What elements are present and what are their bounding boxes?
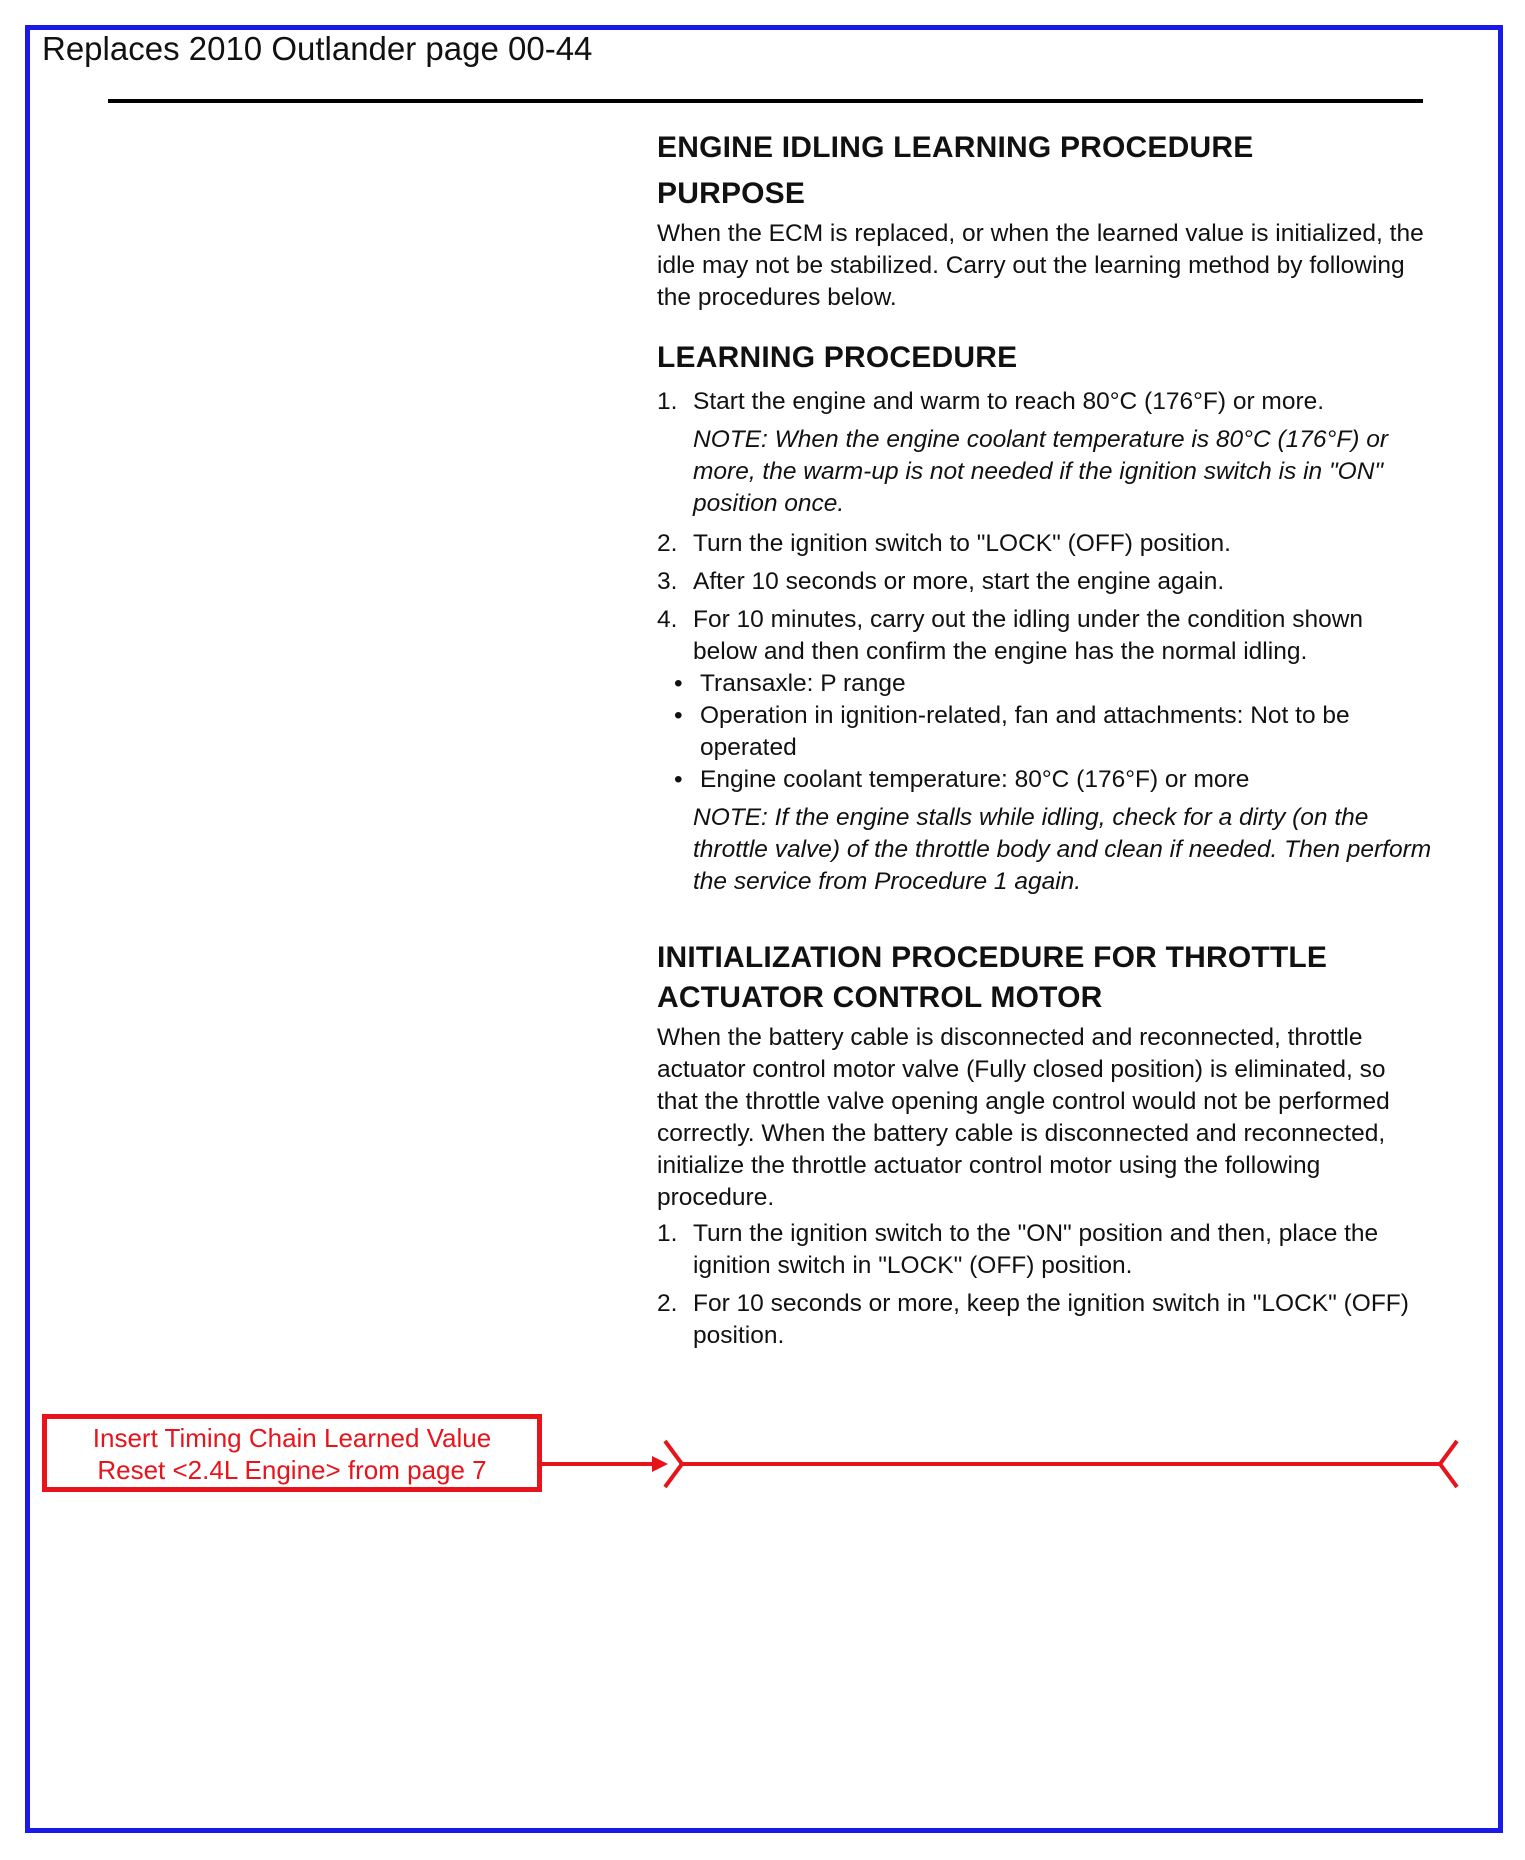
step-number: 2. (657, 1290, 678, 1317)
insert-bracket-right-icon (1440, 1441, 1457, 1487)
step-number: 3. (657, 568, 678, 595)
bullet-text: Operation in ignition-related, fan and attachments: Not to be operated (700, 702, 1350, 761)
init-heading: INITIALIZATION PROCEDURE FOR THROTTLE ACTUATOR CONTROL MOTOR (657, 941, 1328, 1014)
step-number: 2. (657, 530, 678, 557)
learning-heading: LEARNING PROCEDURE (657, 341, 1018, 374)
purpose-heading: PURPOSE (657, 177, 806, 210)
bullet-dot-icon: • (674, 670, 683, 697)
init-text: When the battery cable is disconnected and reconnected, throttle actuator control motor valve (Fully closed position) is eliminated, so that the throttle valve opening angle control would not be performed correctly. When the battery cable is disconnected and reconnected, initialize the throttle actuator control motor using the following procedure. (657, 1024, 1390, 1211)
note-stall: NOTE: If the engine stalls while idling, check for a dirty (on the throttle valve) of the throttle body and clean if needed. Then perform the service from Procedure 1 again. (693, 804, 1432, 895)
step-text: Turn the ignition switch to "LOCK" (OFF) position. (693, 530, 1231, 557)
step-text: Turn the ignition switch to the "ON" position and then, place the ignition switch in "LOCK" (OFF) position. (693, 1220, 1379, 1279)
bullet-text: Engine coolant temperature: 80°C (176°F) or more (700, 766, 1250, 793)
note-warmup: NOTE: When the engine coolant temperature is 80°C (176°F) or more, the warm-up is not needed if the ignition switch is in "ON" position once. (693, 426, 1389, 517)
purpose-text: When the ECM is replaced, or when the learned value is initialized, the idle may not be stabilized. Carry out the learning method by following the procedures below. (657, 220, 1424, 311)
step-text: After 10 seconds or more, start the engine again. (693, 568, 1225, 595)
arrow-right-icon (652, 1456, 668, 1472)
step-text: Start the engine and warm to reach 80°C (176°F) or more. (693, 388, 1325, 415)
step-text: For 10 minutes, carry out the idling under the condition shown below and then confirm the engine has the normal idling. (693, 606, 1364, 665)
step-number: 1. (657, 388, 678, 415)
callout-line-1: Insert Timing Chain Learned Value (92, 1423, 492, 1453)
bullet-dot-icon: • (674, 766, 683, 793)
main-heading: ENGINE IDLING LEARNING PROCEDURE (657, 131, 1254, 164)
page-header-title: Replaces 2010 Outlander page 00-44 (42, 30, 593, 67)
step-number: 4. (657, 606, 678, 633)
bullet-dot-icon: • (674, 702, 683, 729)
bullet-text: Transaxle: P range (700, 670, 906, 697)
step-text: For 10 seconds or more, keep the ignition switch in "LOCK" (OFF) position. (693, 1290, 1409, 1349)
step-number: 1. (657, 1220, 678, 1247)
callout-line-2: Reset <2.4L Engine> from page 7 (97, 1455, 487, 1485)
